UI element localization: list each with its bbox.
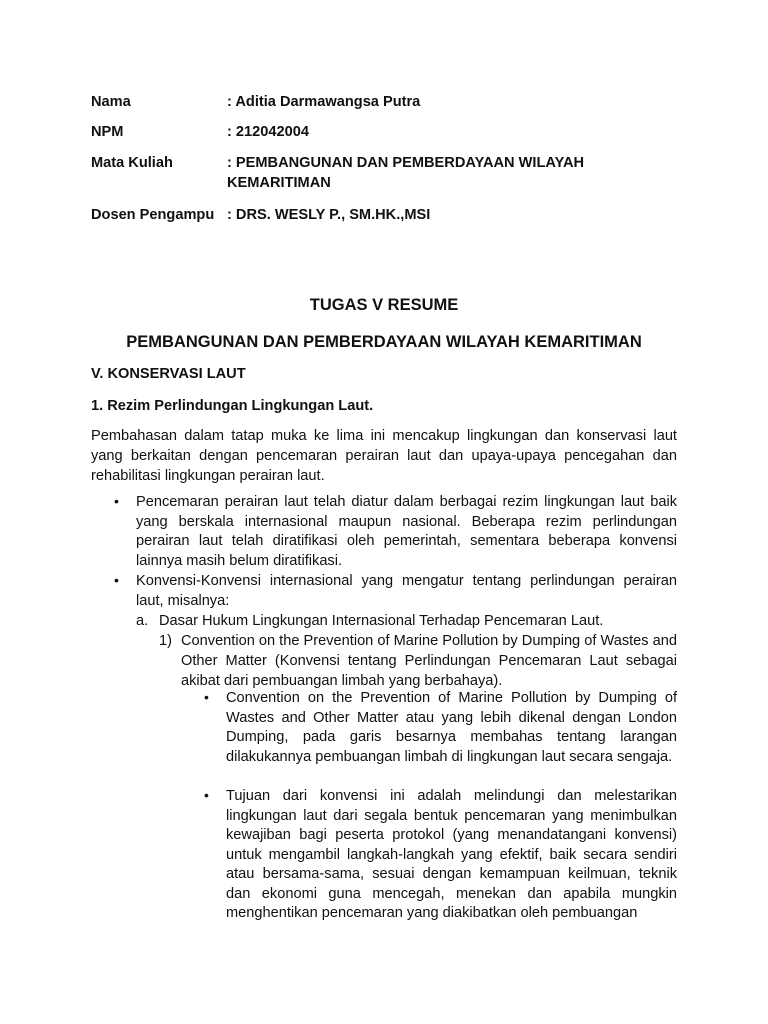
intro-paragraph: Pembahasan dalam tatap muka ke lima ini mencakup lingkungan dan konservasi laut yang berkaitan dengan pencemaran perairan laut dan upaya-upaya pencegahan dan rehabilitasi lingkungan perairan laut. (91, 428, 677, 484)
bullet-icon: • (114, 572, 119, 588)
document-title: TUGAS V RESUME (309, 296, 459, 314)
dosen-label: Dosen Pengampu (91, 207, 215, 223)
mata-kuliah-value: : PEMBANGUNAN DAN PEMBERDAYAAN WILAYAH KEMARITIMAN (227, 155, 585, 191)
info-row-npm (91, 122, 309, 142)
info-row-mata-kuliah (91, 153, 691, 193)
bullet-item-2: Konvensi-Konvensi internasional yang mengatur tentang perlindungan perairan laut, misalnya: (136, 573, 677, 609)
subsection-heading-1: 1. Rezim Perlindungan Lingkungan Laut. (91, 398, 374, 414)
bullet-icon: • (204, 689, 209, 705)
bullet-item-4: Tujuan dari konvensi ini adalah melindungi dan melestarikan lingkungan laut dari segala bentuk pencemaran yang menimbulkan kewajiban bagi peserta protokol (yang menandatangani konvensi) untuk mengambil langkah-langkah yang efektif, baik secara sendiri atau bersama-sama, sesuai dengan kemampuan keilmuan, teknik dan ekonomi guna mencegah, menekan dan apabila mungkin menghentikan pencemaran yang diakibatkan oleh pembuangan (226, 788, 677, 921)
list-item-a: Dasar Hukum Lingkungan Internasional Terhadap Pencemaran Laut. (159, 613, 604, 629)
list-item-1: Convention on the Prevention of Marine Pollution by Dumping of Wastes and Other Matter (Konvensi tentang Perlindungan Pencemaran Laut sebagai akibat dari pembuangan limbah yang berbahaya). (181, 633, 677, 689)
list-label-1: 1) (159, 633, 172, 649)
info-row-nama (91, 92, 420, 112)
bullet-item-1: Pencemaran perairan laut telah diatur dalam berbagai rezim lingkungan laut baik yang berskala internasional maupun nasional. Beberapa rezim perlindungan perairan laut telah diratifikasi oleh pemerintah, sementara beberapa konvensi lainnya masih belum diratifikasi. (136, 494, 677, 569)
nama-label: Nama (91, 94, 131, 110)
info-row-dosen (91, 205, 691, 225)
bullet-icon: • (204, 787, 209, 803)
npm-value: : 212042004 (227, 124, 309, 140)
document-subtitle: PEMBANGUNAN DAN PEMBERDAYAAN WILAYAH KEMARITIMAN (126, 333, 642, 351)
mata-kuliah-label: Mata Kuliah (91, 155, 173, 171)
nama-value: : Aditia Darmawangsa Putra (227, 94, 421, 110)
dosen-value: : DRS. WESLY P., SM.HK.,MSI (227, 207, 431, 223)
bullet-item-3: Convention on the Prevention of Marine Pollution by Dumping of Wastes and Other Matter atau yang lebih dikenal dengan London Dumping, pada garis besarnya membahas tentang larangan dilakukannya pembuangan limbah di lingkungan laut secara sengaja. (226, 690, 677, 765)
list-label-a: a. (136, 613, 149, 629)
bullet-icon: • (114, 493, 119, 509)
section-heading-v: V. KONSERVASI LAUT (91, 366, 246, 382)
npm-label: NPM (91, 124, 124, 140)
